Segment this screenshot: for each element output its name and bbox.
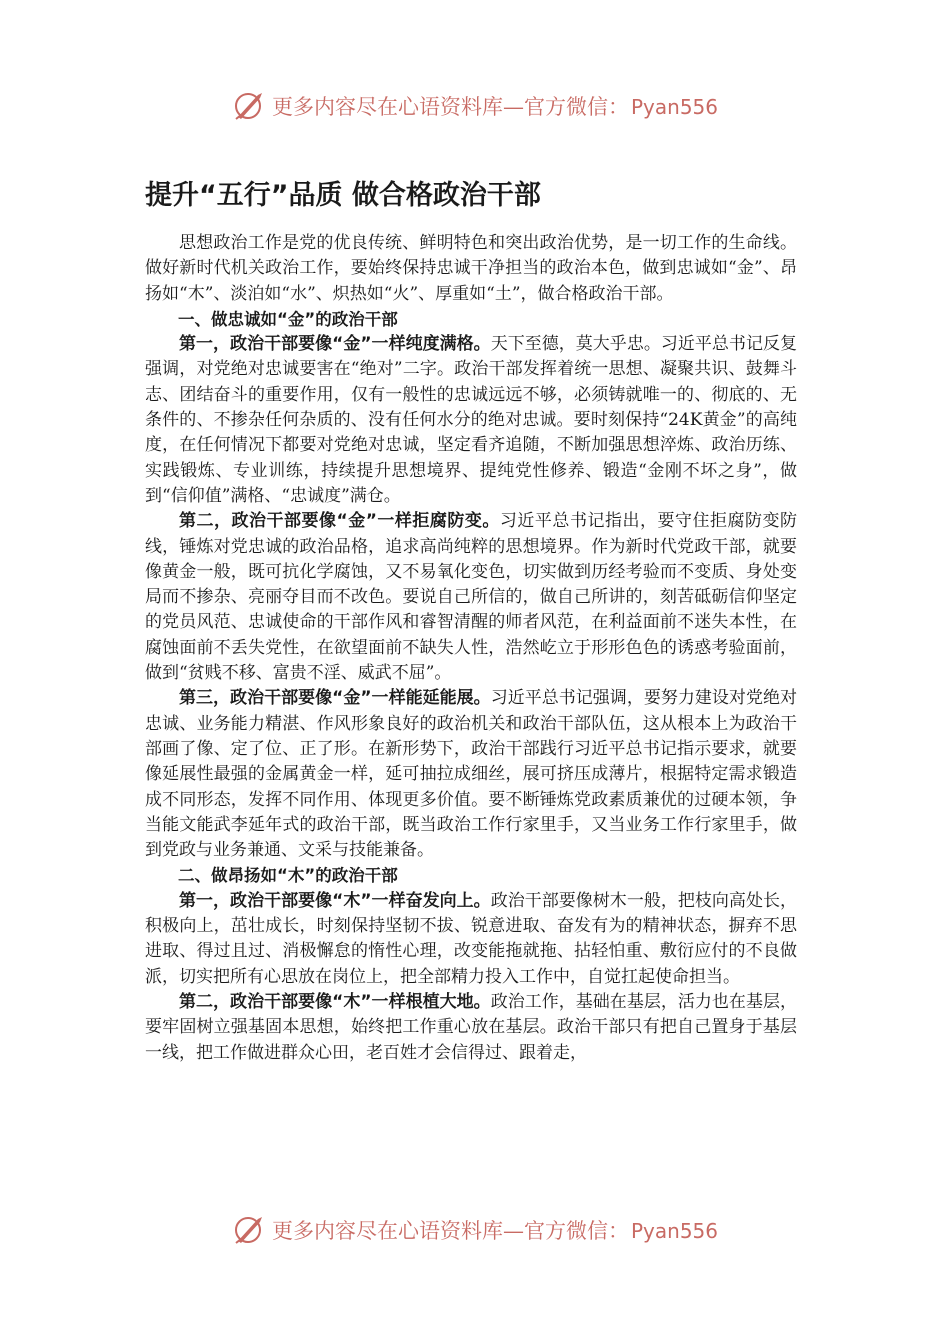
body-paragraph bbox=[145, 889, 797, 990]
body-paragraph bbox=[145, 509, 797, 686]
section-heading: 二、做昂扬如“木”的政治干部 bbox=[178, 866, 398, 886]
paragraph-lead: 第一，政治干部要像“金”一样纯度满格。 bbox=[179, 334, 491, 355]
footer-banner bbox=[0, 1210, 950, 1250]
paragraph-lead: 第二，政治干部要像“金”一样拒腐防变。 bbox=[179, 511, 500, 532]
paragraph-text: 习近平总书记指出，要守住拒腐防变防线，锤炼对党忠诚的政治品格，追求高尚纯粹的思想境界。作为新时代党政干部，就要像黄金一般，既可抗化学腐蚀，又不易氧化变色，切实做到历经考验而不变质、身处变局而不掺杂、亮丽夺目而不改色。要说自己所信的，做自己所讲的，刻苦砥砺信仰坚定的党员风范、忠诚使命的干部作风和睿智清醒的师者风范，在利益面前不迷失本性，在腐蚀面前不丢失党性，在欲望面前不缺失人性，浩然屹立于形形色色的诱惑考验面前，做到“贫贱不移、富贵不淫、威武不屈”。 bbox=[145, 511, 797, 684]
quill-logo-icon bbox=[232, 1213, 266, 1247]
banner-code: Pyan556 bbox=[630, 95, 718, 119]
section-heading: 一、做忠诚如“金”的政治干部 bbox=[178, 309, 398, 329]
paragraph-text: 天下至德，莫大乎忠。习近平总书记反复强调，对党绝对忠诚要害在“绝对”二字。政治干部发挥着统一思想、凝聚共识、鼓舞斗志、团结奋斗的重要作用，仅有一般性的忠诚远远不够，必须铸就唯一的、彻底的、无条件的、不掺杂任何杂质的、没有任何水分的绝对忠诚。要时刻保持“24K黄金”的高纯度，在任何情况下都要对党绝对忠诚，坚定看齐追随，不断加强思想淬炼、政治历练、实践锻炼、专业训练，持续提升思想境界、提纯党性修养、锻造“金刚不坏之身”，做到“信仰值”满格、“忠诚度”满仓。 bbox=[145, 334, 797, 506]
banner-text: 更多内容尽在心语资料库—官方微信： Pyan556 bbox=[271, 95, 718, 119]
paragraph-lead: 第一，政治干部要像“木”一样奋发向上。 bbox=[179, 890, 491, 911]
body-paragraph bbox=[145, 990, 797, 1066]
body-paragraph bbox=[145, 686, 797, 863]
paragraph-lead: 第二，政治干部要像“木”一样根植大地。 bbox=[179, 991, 491, 1012]
quill-logo-icon bbox=[232, 89, 266, 123]
header-banner bbox=[0, 86, 950, 126]
banner-code: Pyan556 bbox=[630, 1219, 718, 1243]
document-title: 提升“五行”品质 做合格政治干部 bbox=[145, 180, 541, 211]
paragraph-text: 政治工作，基础在基层，活力也在基层，要牢固树立强基固本思想，始终把工作重心放在基层。政治干部只有把自己置身于基层一线，把工作做进群众心田，老百姓才会信得过、跟着走， bbox=[145, 991, 797, 1063]
body-paragraph bbox=[145, 332, 797, 509]
document-body bbox=[145, 231, 797, 1066]
intro-paragraph: 思想政治工作是党的优良传统、鲜明特色和突出政治优势，是一切工作的生命线。做好新时代机关政治工作，要始终保持忠诚干净担当的政治本色，做到忠诚如“金”、昂扬如“木”、淡泊如“水”、炽热如“火”、厚重如“土”，做合格政治干部。 bbox=[145, 233, 797, 304]
banner-text: 更多内容尽在心语资料库—官方微信： Pyan556 bbox=[271, 1219, 718, 1243]
paragraph-text: 政治干部要像树木一般，把枝向高处长，积极向上，茁壮成长，时刻保持坚韧不拔、锐意进取、奋发有为的精神状态，摒弃不思进取、得过且过、消极懈怠的惰性心理，改变能拖就拖、拈轻怕重、敷衍应付的不良做派，切实把所有心思放在岗位上，把全部精力投入工作中，自觉扛起使命担当。 bbox=[145, 890, 797, 987]
paragraph-text: 习近平总书记强调，要努力建设对党绝对忠诚、业务能力精湛、作风形象良好的政治机关和政治干部队伍，这从根本上为政治干部画了像、定了位、正了形。在新形势下，政治干部践行习近平总书记指示要求，就要像延展性最强的金属黄金一样，延可抽拉成细丝，展可挤压成薄片，根据特定需求锻造成不同形态，发挥不同作用、体现更多价值。要不断锤炼党政素质兼优的过硬本领，争当能文能武李延年式的政治干部，既当政治工作行家里手，又当业务工作行家里手，做到党政与业务兼通、文采与技能兼备。 bbox=[145, 688, 797, 861]
paragraph-lead: 第三，政治干部要像“金”一样能延能展。 bbox=[179, 688, 491, 709]
